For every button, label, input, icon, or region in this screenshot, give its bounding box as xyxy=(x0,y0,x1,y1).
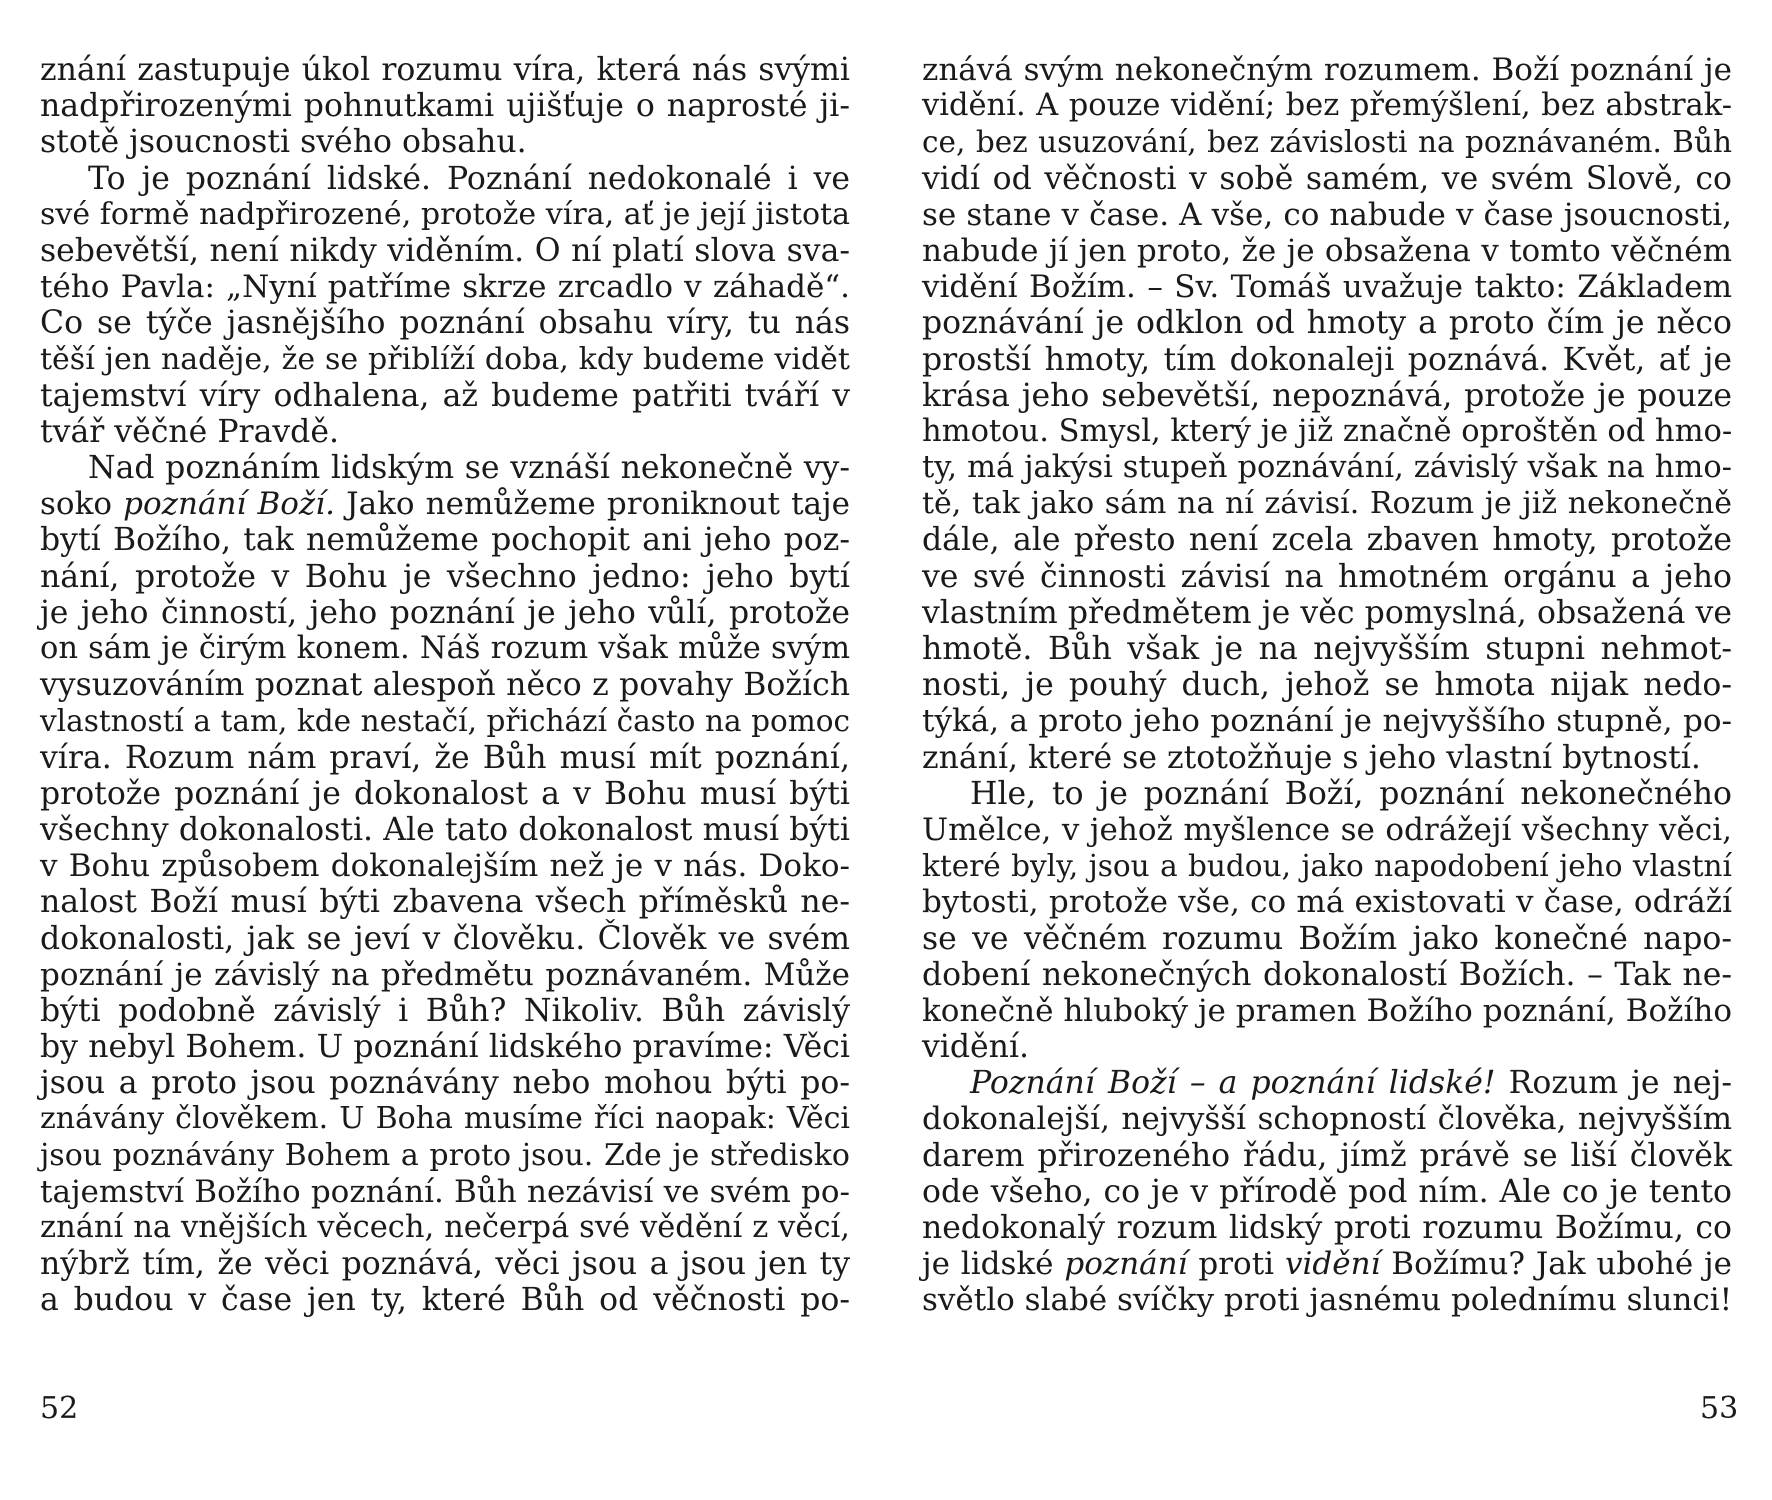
text-line: vlastním předmětem je věc pomyslná, obsažená ve xyxy=(922,594,1732,631)
italic-text: vidění xyxy=(1284,1246,1381,1283)
text-line: se stane v čase. A vše, co nabude v čase jsoucnosti, xyxy=(922,196,1732,233)
text-segment: proti xyxy=(1187,1246,1285,1283)
text-line: Co se týče jasnějšího poznání obsahu víry, tu nás xyxy=(40,305,850,342)
text-line: poznání je závislý na předmětu poznávaném. Může xyxy=(40,956,850,993)
text-line: krása jeho sebevětší, nepoznává, protože je pouze xyxy=(922,377,1732,414)
text-line: Nad poznáním lidským se vznáší nekonečně vy- xyxy=(88,450,850,487)
text-line: tajemství Božího poznání. Bůh nezávisí ve svém po- xyxy=(40,1173,850,1210)
text-line xyxy=(40,486,850,522)
text-line: ty, má jakýsi stupeň poznávání, závislý však na hmo- xyxy=(922,450,1732,486)
text-line: dobení nekonečných dokonalostí Božích. – Tak ne- xyxy=(922,956,1732,993)
text-line: nání, protože v Bohu je všechno jedno: jeho bytí xyxy=(40,558,850,595)
text-line: nabude jí jen proto, že je obsažena v tomto věčném xyxy=(922,232,1732,269)
text-segment: Jako nemůžeme proniknout taje xyxy=(335,486,850,523)
text-line: nýbrž tím, že věci poznává, věci jsou a jsou jen ty xyxy=(40,1246,850,1283)
text-line: těší jen naděje, že se přiblíží doba, kdy budeme vidět xyxy=(40,341,850,377)
text-segment: Rozum je nej- xyxy=(1495,1065,1732,1102)
text-line: nalost Boží musí býti zbavena všech příměsků ne- xyxy=(40,884,850,921)
text-line: týká, a proto jeho poznání je nejvyššího stupně, po- xyxy=(922,703,1732,740)
text-line: býti podobně závislý i Bůh? Nikoliv. Bůh závislý xyxy=(40,992,850,1029)
text-line: své formě nadpřirozené, protože víra, ať je její jistota xyxy=(40,196,850,232)
text-line: dokonalejší, nejvyšší schopností člověka, nejvyšším xyxy=(922,1101,1732,1138)
left-page-text xyxy=(40,52,850,1319)
text-line: on sám je čirým konem. Náš rozum však může svým xyxy=(40,631,850,666)
text-line: všechny dokonalosti. Ale tato dokonalost musí býti xyxy=(40,811,850,848)
text-line: Hle, to je poznání Boží, poznání nekonečného xyxy=(970,775,1732,812)
italic-text: Poznání Boží – a poznání lidské! xyxy=(970,1065,1496,1102)
right-page xyxy=(922,52,1732,1412)
text-line: nosti, je pouhý duch, jehož se hmota nijak nedo- xyxy=(922,667,1732,704)
text-line: tě, tak jako sám na ní závisí. Rozum je již nekonečně xyxy=(922,486,1732,522)
text-line: darem přirozeného řádu, jímž právě se liší člověk xyxy=(922,1137,1732,1174)
text-line: ve své činnosti závisí na hmotném orgánu a jeho xyxy=(922,558,1732,595)
text-line: vlastností a tam, kde nestačí, přichází často na pomoc xyxy=(40,704,850,739)
text-line: protože poznání je dokonalost a v Bohu musí býti xyxy=(40,775,850,812)
page-number-right: 53 xyxy=(1700,1391,1739,1426)
text-line: víra. Rozum nám praví, že Bůh musí mít poznání, xyxy=(40,739,850,776)
text-line: stotě jsoucnosti svého obsahu. xyxy=(40,124,527,161)
text-line: To je poznání lidské. Poznání nedokonalé i ve xyxy=(88,160,850,197)
text-line: znává svým nekonečným rozumem. Boží poznání je xyxy=(922,52,1732,88)
text-line xyxy=(922,1065,1732,1101)
text-line: tého Pavla: „Nyní patříme skrze zrcadlo v záhadě“. xyxy=(40,269,850,306)
text-line: vidění Božím. – Sv. Tomáš uvažuje takto: Základem xyxy=(922,269,1732,306)
text-line: znání na vnějších věcech, nečerpá své vědění z věcí, xyxy=(40,1210,850,1245)
text-line: Umělce, v jehož myšlence se odrážejí všechny věci, xyxy=(922,811,1732,848)
italic-text: poznání xyxy=(1064,1246,1188,1283)
text-line: jsou a proto jsou poznávány nebo mohou býti po- xyxy=(40,1065,850,1102)
text-line: sebevětší, není nikdy viděním. O ní platí slova sva- xyxy=(40,232,850,269)
text-line: a budou v čase jen ty, které Bůh od věčnosti po- xyxy=(40,1282,850,1319)
text-line: se ve věčném rozumu Božím jako konečné napo- xyxy=(922,920,1732,957)
text-line: poznávání je odklon od hmoty a proto čím je něco xyxy=(922,305,1732,342)
text-line: ce, bez usuzování, bez závislosti na poznávaném. Bůh xyxy=(922,125,1732,160)
italic-text: poznání Boží. xyxy=(123,486,336,523)
text-line: je jeho činností, jeho poznání je jeho vůlí, protože xyxy=(40,594,850,631)
text-line: vidění. xyxy=(922,1029,1030,1066)
text-line: bytí Božího, tak nemůžeme pochopit ani jeho poz- xyxy=(40,522,850,559)
text-line: tvář věčné Pravdě. xyxy=(40,413,339,450)
text-line: jsou poznávány Bohem a proto jsou. Zde je středisko xyxy=(40,1137,850,1173)
text-line: dále, ale přesto není zcela zbaven hmoty, protože xyxy=(922,522,1732,559)
text-line: dokonalosti, jak se jeví v člověku. Člověk ve svém xyxy=(40,920,850,957)
text-line: znání zastupuje úkol rozumu víra, která nás svými xyxy=(40,52,850,88)
right-page-text xyxy=(922,52,1732,1319)
text-line: v Bohu způsobem dokonalejším než je v nás. Doko- xyxy=(40,848,850,885)
text-line: vysuzováním poznat alespoň něco z povahy Božích xyxy=(40,667,850,704)
text-line: konečně hluboký je pramen Božího poznání, Božího xyxy=(922,992,1732,1029)
text-line: které byly, jsou a budou, jako napodobení jeho vlastní xyxy=(922,849,1732,884)
page-number-left: 52 xyxy=(40,1391,79,1426)
text-line xyxy=(922,1246,1732,1282)
text-line: bytosti, protože vše, co má existovati v čase, odráží xyxy=(922,884,1732,921)
text-line: vidí od věčnosti v sobě samém, ve svém Slově, co xyxy=(922,160,1732,197)
text-line: hmotě. Bůh však je na nejvyšším stupni nehmot- xyxy=(922,631,1732,667)
text-line: světlo slabé svíčky proti jasnému polednímu slunci! xyxy=(922,1282,1733,1319)
text-line: tajemství víry odhalena, až budeme patřiti tváří v xyxy=(40,377,850,414)
text-line: ode všeho, co je v přírodě pod ním. Ale co je tento xyxy=(922,1173,1732,1210)
text-line: vidění. A pouze vidění; bez přemýšlení, bez abstrak- xyxy=(922,88,1732,124)
text-line: by nebyl Bohem. U poznání lidského pravíme: Věci xyxy=(40,1029,850,1066)
text-line: nedokonalý rozum lidský proti rozumu Božímu, co xyxy=(922,1210,1732,1246)
text-line: nadpřirozenými pohnutkami ujišťuje o naprosté ji- xyxy=(40,88,850,125)
left-page xyxy=(40,52,850,1412)
text-segment: je lidské xyxy=(922,1246,1065,1283)
text-segment: soko xyxy=(40,486,124,523)
text-line: hmotou. Smysl, který je již značně oproštěn od hmo- xyxy=(922,413,1733,449)
text-line: znávány člověkem. U Boha musíme říci naopak: Věci xyxy=(40,1101,850,1137)
text-line: prostší hmoty, tím dokonaleji poznává. Květ, ať je xyxy=(922,341,1732,378)
text-segment: Božímu? Jak ubohé je xyxy=(1380,1246,1732,1283)
text-line: znání, které se ztotožňuje s jeho vlastní bytností. xyxy=(922,739,1701,776)
